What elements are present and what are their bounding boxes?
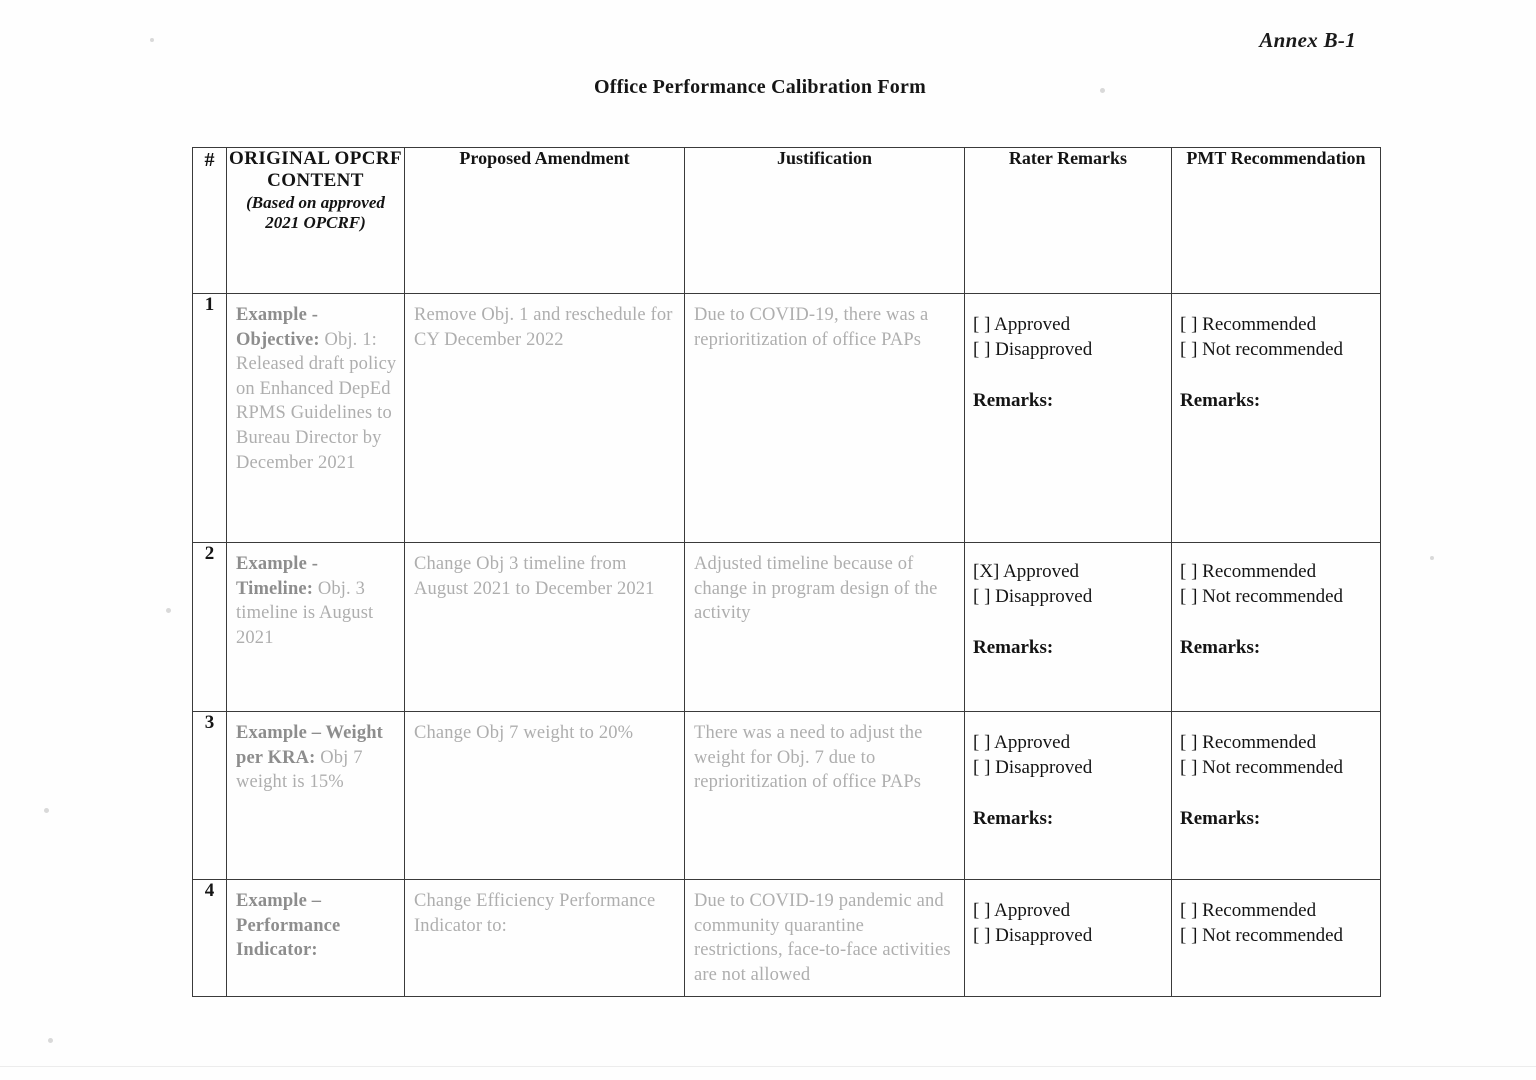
justification-text: Due to COVID-19, there was a reprioritization of office PAPs [694, 305, 929, 350]
column-header-rater-remarks: Rater Remarks [965, 148, 1172, 294]
justification-cell [685, 294, 965, 543]
table-row [193, 543, 1381, 712]
scan-speck [1430, 556, 1434, 560]
row-number: 1 [193, 294, 227, 543]
proposed-amendment-text: Change Obj 7 weight to 20% [414, 723, 634, 743]
justification-text: There was a need to adjust the weight for Obj. 7 due to reprioritization of office PAPs [694, 723, 923, 793]
scan-edge-line [0, 1066, 1536, 1067]
calibration-table-wrapper [192, 147, 1380, 997]
rater-remarks-label: Remarks: [973, 808, 1054, 830]
rater-remarks-options [965, 880, 1171, 958]
original-opcrf-content-cell [227, 712, 405, 880]
rater-remarks-cell[interactable] [965, 712, 1172, 880]
column-header-number: # [193, 148, 227, 294]
table-row [193, 712, 1381, 880]
pmt-remarks-label: Remarks: [1180, 637, 1261, 659]
annex-label: Annex B-1 [1259, 28, 1356, 52]
pmt-not-recommended-checkbox[interactable]: [ ] Not recommended [1180, 925, 1344, 947]
column-header-original-main: ORIGINAL OPCRF CONTENT [229, 148, 402, 192]
page-title [0, 76, 1536, 99]
original-content-lead: Example – Weight per KRA: [236, 723, 383, 768]
original-opcrf-content-cell [227, 294, 405, 543]
column-header-justification: Justification [685, 148, 965, 294]
pmt-not-recommended-checkbox[interactable]: [ ] Not recommended [1180, 339, 1344, 361]
rater-disapproved-checkbox[interactable]: [ ] Disapproved [973, 586, 1093, 608]
justification-text: Adjusted timeline because of change in program design of the activity [694, 554, 938, 624]
justification-text: Due to COVID-19 pandemic and community quarantine restrictions, face-to-face activities are not allowed [694, 891, 951, 985]
pmt-recommended-checkbox[interactable]: [ ] Recommended [1180, 314, 1317, 335]
office-performance-calibration-table [192, 147, 1381, 997]
original-content-lead: Example - Objective: [236, 305, 320, 350]
table-row [193, 880, 1381, 997]
column-header-original-sub: (Based on approved 2021 OPCRF) [246, 192, 385, 232]
page-title-text: Office Performance Calibration Form [594, 76, 926, 98]
row-number: 3 [193, 712, 227, 880]
original-opcrf-content-cell [227, 880, 405, 997]
original-opcrf-content-text [227, 880, 404, 972]
proposed-amendment-text: Remove Obj. 1 and reschedule for CY December 2022 [414, 305, 673, 350]
table-body [193, 294, 1381, 997]
rater-disapproved-checkbox[interactable]: [ ] Disapproved [973, 339, 1093, 361]
row-number: 2 [193, 543, 227, 712]
header-row [193, 148, 1381, 294]
row-number: 4 [193, 880, 227, 997]
pmt-recommendation-cell[interactable] [1172, 880, 1381, 997]
original-content-body: Obj. 1: Released draft policy on Enhanced DepEd RPMS Guidelines to Bureau Director by December 2021 [236, 329, 397, 473]
rater-remarks-cell[interactable] [965, 294, 1172, 543]
original-content-lead: Example – Performance Indicator: [236, 891, 341, 961]
rater-disapproved-checkbox[interactable]: [ ] Disapproved [973, 925, 1093, 947]
original-opcrf-content-cell [227, 543, 405, 712]
pmt-recommendation-options [1172, 712, 1380, 841]
rater-approved-checkbox[interactable]: [ ] Approved [973, 314, 1071, 335]
table-row [193, 294, 1381, 543]
proposed-amendment-cell [405, 712, 685, 880]
pmt-recommendation-options [1172, 543, 1380, 670]
justification-cell [685, 712, 965, 880]
rater-remarks-options [965, 712, 1171, 841]
justification-cell [685, 880, 965, 997]
rater-remarks-label: Remarks: [973, 390, 1054, 412]
pmt-recommendation-cell[interactable] [1172, 712, 1381, 880]
proposed-amendment-cell [405, 294, 685, 543]
column-header-original-opcrf-content [227, 148, 405, 294]
pmt-recommended-checkbox[interactable]: [ ] Recommended [1180, 732, 1317, 753]
proposed-amendment-text: Change Efficiency Performance Indicator to: [414, 891, 656, 936]
scan-speck [150, 38, 154, 42]
rater-approved-checkbox[interactable]: [ ] Approved [973, 900, 1071, 921]
scan-speck [44, 808, 49, 813]
pmt-remarks-label: Remarks: [1180, 808, 1261, 830]
original-opcrf-content-text [227, 543, 404, 659]
justification-cell [685, 543, 965, 712]
pmt-recommendation-cell[interactable] [1172, 294, 1381, 543]
pmt-remarks-label: Remarks: [1180, 390, 1261, 412]
scan-speck [166, 608, 171, 613]
table-header [193, 148, 1381, 294]
original-content-lead: Example - Timeline: [236, 554, 319, 599]
pmt-recommendation-cell[interactable] [1172, 543, 1381, 712]
rater-disapproved-checkbox[interactable]: [ ] Disapproved [973, 757, 1093, 779]
rater-approved-checkbox[interactable]: [ ] Approved [973, 732, 1071, 753]
pmt-not-recommended-checkbox[interactable]: [ ] Not recommended [1180, 586, 1344, 608]
pmt-recommended-checkbox[interactable]: [ ] Recommended [1180, 561, 1317, 582]
rater-remarks-cell[interactable] [965, 880, 1172, 997]
pmt-recommendation-options [1172, 880, 1380, 958]
rater-remarks-label: Remarks: [973, 637, 1054, 659]
column-header-pmt-recommendation: PMT Recommendation [1172, 148, 1381, 294]
original-content-body: Obj. 3 timeline is August 2021 [236, 578, 374, 648]
original-content-body: Obj 7 weight is 15% [236, 747, 363, 793]
original-opcrf-content-text [227, 294, 404, 484]
rater-remarks-options [965, 294, 1171, 423]
proposed-amendment-text: Change Obj 3 timeline from August 2021 to December 2021 [414, 554, 655, 599]
proposed-amendment-cell [405, 880, 685, 997]
pmt-not-recommended-checkbox[interactable]: [ ] Not recommended [1180, 757, 1344, 779]
rater-approved-checkbox[interactable]: [X] Approved [973, 561, 1080, 582]
rater-remarks-cell[interactable] [965, 543, 1172, 712]
original-opcrf-content-text [227, 712, 404, 804]
column-header-proposed-amendment: Proposed Amendment [405, 148, 685, 294]
scan-speck [48, 1038, 53, 1043]
pmt-recommendation-options [1172, 294, 1380, 423]
pmt-recommended-checkbox[interactable]: [ ] Recommended [1180, 900, 1317, 921]
rater-remarks-options [965, 543, 1171, 670]
proposed-amendment-cell [405, 543, 685, 712]
